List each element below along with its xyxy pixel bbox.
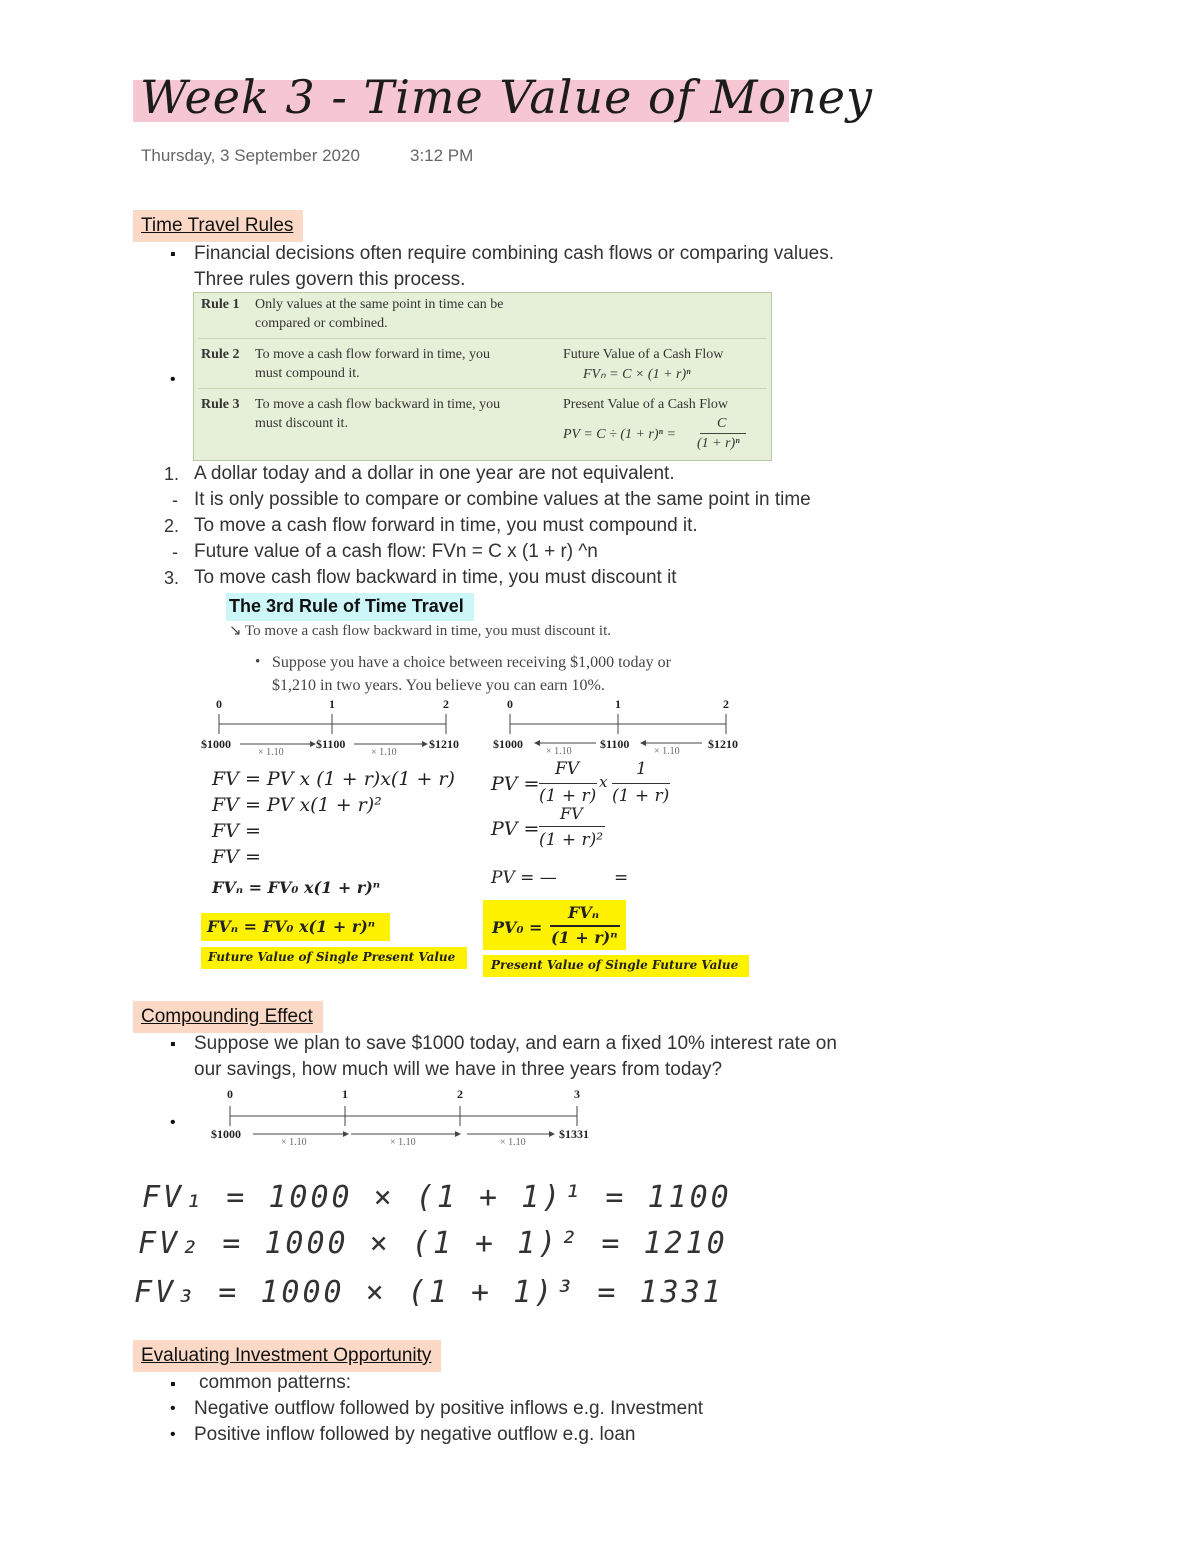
pv-caption: Present Value of Single Future Value — [491, 958, 739, 972]
bullet-icon: • — [170, 1426, 176, 1443]
tl-period-0: 0 — [227, 1087, 233, 1101]
tl-factor: × 1.10 — [258, 747, 284, 758]
compounding-line-2: our savings, how much will we have in three years from today? — [194, 1059, 723, 1080]
fv-highlight-formula: FVₙ = FV₀ x(1 + r)ⁿ — [207, 917, 376, 936]
list-item: Future value of a cash flow: FVn = C x (1 + r) ^n — [194, 541, 598, 562]
pv-equation-left: PV = — [491, 773, 540, 795]
tl-period-0: 0 — [507, 697, 513, 711]
tl-value: $1000 — [201, 737, 231, 751]
rule-divider — [198, 338, 767, 339]
rule-divider — [198, 388, 767, 389]
list-marker: 2. — [164, 516, 180, 536]
list-marker: - — [172, 542, 178, 562]
pv-times: x — [599, 773, 608, 791]
intro-line-2: Three rules govern this process. — [194, 269, 466, 290]
bullet-icon: • — [170, 1114, 176, 1131]
pv-highlight-denominator: (1 + r)ⁿ — [551, 928, 618, 947]
fv-equation: FV = PV x(1 + r)² — [212, 794, 382, 816]
example-line-1: Suppose you have a choice between receiving $1,000 today or — [272, 654, 671, 671]
fv-equation: FV = — [212, 820, 261, 842]
tl-value: $1100 — [316, 737, 346, 751]
section-heading-compounding-effect: Compounding Effect — [133, 1001, 323, 1033]
list-marker: 3. — [164, 568, 180, 588]
rule-1-text-1: Only values at the same point in time can be — [255, 297, 504, 312]
tl-factor: × 1.10 — [371, 747, 397, 758]
page-time: 3:12 PM — [410, 146, 474, 165]
rule-2-formula: FVₙ = C × (1 + r)ⁿ — [583, 367, 691, 382]
section-heading-evaluating-investment: Evaluating Investment Opportunity — [133, 1340, 441, 1372]
fraction-bar — [612, 783, 670, 784]
handwritten-equation: FV₃ = 1000 × (1 + 1)³ = 1331 — [134, 1275, 724, 1310]
list-marker: 1. — [164, 464, 180, 484]
handwritten-equation: FV₂ = 1000 × (1 + 1)² = 1210 — [138, 1226, 728, 1261]
rule-2-text-1: To move a cash flow forward in time, you — [255, 347, 491, 362]
rule-1-id: Rule 1 — [201, 297, 240, 312]
pv-denominator: (1 + r) — [539, 786, 597, 806]
tl-value: $1100 — [600, 737, 630, 751]
tl-period-2: 2 — [443, 697, 449, 711]
tl-value: $1000 — [493, 737, 523, 751]
tl-factor: × 1.10 — [281, 1137, 307, 1148]
pv-numerator: FV — [555, 759, 580, 779]
pv-denominator: (1 + r) — [612, 786, 670, 806]
page-date: Thursday, 3 September 2020 — [141, 146, 360, 165]
bullet-icon: • — [170, 371, 176, 388]
rule-3-formula-numerator: C — [717, 416, 727, 431]
list-item: To move cash flow backward in time, you must discount it — [194, 567, 677, 588]
fv-caption: Future Value of Single Present Value — [208, 950, 456, 964]
tl-factor: × 1.10 — [390, 1137, 416, 1148]
tl-period-0: 0 — [216, 697, 222, 711]
pv-equation: PV = — — [491, 868, 557, 888]
bullet-icon: • — [170, 1400, 176, 1417]
handwritten-equation: FV₁ = 1000 × (1 + 1)¹ = 1100 — [142, 1180, 732, 1215]
tl-factor: × 1.10 — [500, 1137, 526, 1148]
tl-period-1: 1 — [615, 697, 621, 711]
section-heading-time-travel-rules: Time Travel Rules — [133, 210, 303, 242]
tl-value: $1210 — [429, 737, 459, 751]
rule-3-formula-left: PV = C ÷ (1 + r)ⁿ = — [563, 427, 676, 442]
tl-end-value: $1331 — [559, 1127, 589, 1141]
example-line-2: $1,210 in two years. You believe you can earn 10%. — [272, 677, 605, 694]
page-title: Week 3 - Time Value of Money — [140, 70, 873, 124]
fv-equation: FV = PV x (1 + r)x(1 + r) — [212, 768, 455, 790]
tl-period-1: 1 — [329, 697, 335, 711]
third-rule-subtitle: ↘ To move a cash flow backward in time, you must discount it. — [229, 623, 612, 639]
fraction-bar — [550, 925, 620, 927]
list-item: It is only possible to compare or combine values at the same point in time — [194, 489, 811, 510]
list-marker: - — [172, 490, 178, 510]
pv-numerator: 1 — [636, 759, 647, 779]
fraction-bar — [539, 783, 597, 784]
tl-period-1: 1 — [342, 1087, 348, 1101]
list-item: To move a cash flow forward in time, you must compound it. — [194, 515, 698, 536]
tl-period-2: 2 — [723, 697, 729, 711]
pv-numerator: FV — [560, 804, 583, 823]
list-item: common patterns: — [199, 1372, 352, 1393]
rule-3-id: Rule 3 — [201, 397, 240, 412]
bullet-icon: ▪ — [170, 1376, 176, 1393]
rule-1-text-2: compared or combined. — [255, 316, 388, 331]
list-item: Positive inflow followed by negative outflow e.g. loan — [194, 1424, 636, 1445]
pv-equals: = — [614, 868, 629, 888]
tl-period-2: 2 — [457, 1087, 463, 1101]
bullet-icon: • — [255, 654, 261, 670]
rule-3-formula-title: Present Value of a Cash Flow — [563, 397, 728, 412]
third-rule-heading: The 3rd Rule of Time Travel — [229, 596, 464, 616]
list-item: Negative outflow followed by positive inflows e.g. Investment — [194, 1398, 704, 1419]
fraction-bar — [700, 433, 746, 434]
rule-2-formula-title: Future Value of a Cash Flow — [563, 347, 724, 362]
tl-period-3: 3 — [574, 1087, 580, 1101]
fv-equation: FV = — [212, 846, 261, 868]
rule-2-id: Rule 2 — [201, 347, 240, 362]
list-item: A dollar today and a dollar in one year are not equivalent. — [194, 463, 675, 484]
tl-factor: × 1.10 — [546, 746, 572, 757]
pv-denominator: (1 + r)² — [539, 830, 604, 850]
rule-2-text-2: must compound it. — [255, 366, 360, 381]
rule-3-formula-denominator: (1 + r)ⁿ — [697, 436, 740, 451]
tl-start-value: $1000 — [211, 1127, 241, 1141]
rules-table — [193, 292, 772, 461]
pv-equation-left: PV = — [491, 818, 540, 840]
bullet-icon: ▪ — [170, 246, 176, 263]
tl-value: $1210 — [708, 737, 738, 751]
rule-3-text-2: must discount it. — [255, 416, 348, 431]
pv-highlight-numerator: FVₙ — [568, 903, 600, 922]
compounding-line-1: Suppose we plan to save $1000 today, and earn a fixed 10% interest rate on — [194, 1033, 837, 1054]
pv-highlight-left: PV₀ = — [492, 918, 543, 937]
tl-factor: × 1.10 — [654, 746, 680, 757]
intro-line-1: Financial decisions often require combining cash flows or comparing values. — [194, 243, 834, 264]
fraction-bar — [539, 826, 605, 827]
fv-equation: FVₙ = FV₀ x(1 + r)ⁿ — [212, 878, 381, 897]
rule-3-text-1: To move a cash flow backward in time, you — [255, 397, 501, 412]
bullet-icon: ▪ — [170, 1036, 176, 1053]
